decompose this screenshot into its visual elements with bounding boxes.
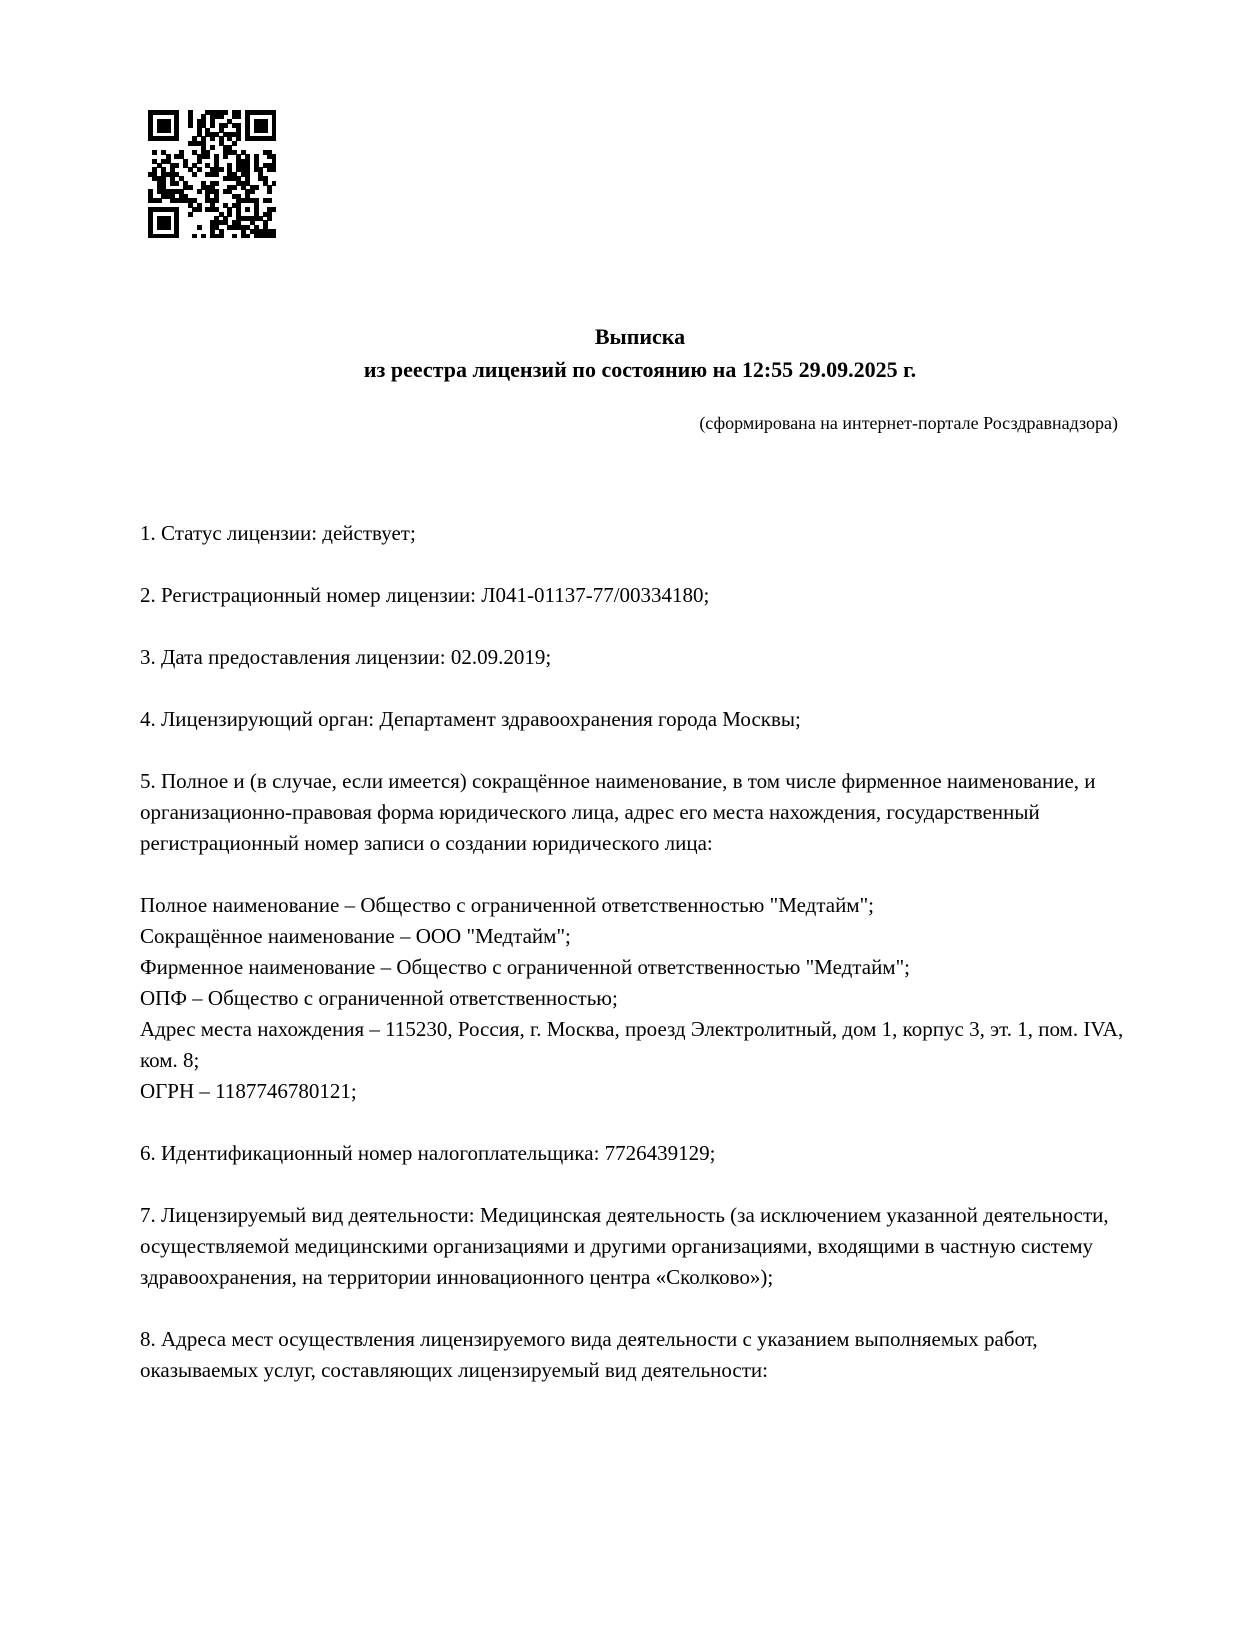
document-body	[140, 518, 1140, 1386]
paragraph-entity-info-heading: 5. Полное и (в случае, если имеется) сокращённое наименование, в том числе фирменное наименование, и организационно-правовая форма юридического лица, адрес его места нахождения, государственный регистрационный номер записи о создании юридического лица:	[140, 769, 1096, 855]
paragraph-grant-date: 3. Дата предоставления лицензии: 02.09.2019;	[140, 645, 552, 669]
title-line-1: Выписка	[594, 324, 686, 349]
entity-detail-legal-form: ОПФ – Общество с ограниченной ответственностью;	[140, 986, 618, 1010]
paragraph-licensing-authority: 4. Лицензирующий орган: Департамент здравоохранения города Москвы;	[140, 707, 801, 731]
paragraph-taxpayer-number: 6. Идентификационный номер налогоплательщика: 7726439129;	[140, 1141, 716, 1165]
entity-details-block	[140, 890, 1140, 1107]
qr-code-icon	[148, 110, 276, 238]
document-content	[140, 320, 1140, 1417]
entity-detail-short-name: Сокращённое наименование – ООО "Медтайм";	[140, 924, 571, 948]
entity-detail-full-name: Полное наименование – Общество с ограниченной ответственностью "Медтайм";	[140, 893, 875, 917]
paragraph-licensed-activity: 7. Лицензируемый вид деятельности: Медицинская деятельность (за исключением указанной деятельности, осуществляемой медицинскими организациями и другими организациями, входящими в частную систему здравоохранения, на территории инновационного центра «Сколково»);	[140, 1203, 1109, 1289]
title-line-2: из реестра лицензий по состоянию на 12:55 29.09.2025 г.	[363, 357, 917, 382]
paragraph-registration-number: 2. Регистрационный номер лицензии: Л041-01137-77/00334180;	[140, 583, 710, 607]
generation-note: (сформирована на интернет-портале Росздравнадзора)	[699, 413, 1118, 433]
paragraph-license-status: 1. Статус лицензии: действует;	[140, 521, 416, 545]
paragraph-activity-addresses: 8. Адреса мест осуществления лицензируемого вида деятельности с указанием выполняемых работ, оказываемых услуг, составляющих лицензируемый вид деятельности:	[140, 1327, 1038, 1382]
document-title	[140, 320, 1140, 386]
entity-detail-ogrn: ОГРН – 1187746780121;	[140, 1079, 357, 1103]
entity-detail-brand-name: Фирменное наименование – Общество с ограниченной ответственностью "Медтайм";	[140, 955, 910, 979]
entity-detail-address: Адрес места нахождения – 115230, Россия, г. Москва, проезд Электролитный, дом 1, корпус 3, эт. 1, пом. IVA, ком. 8;	[140, 1017, 1124, 1072]
